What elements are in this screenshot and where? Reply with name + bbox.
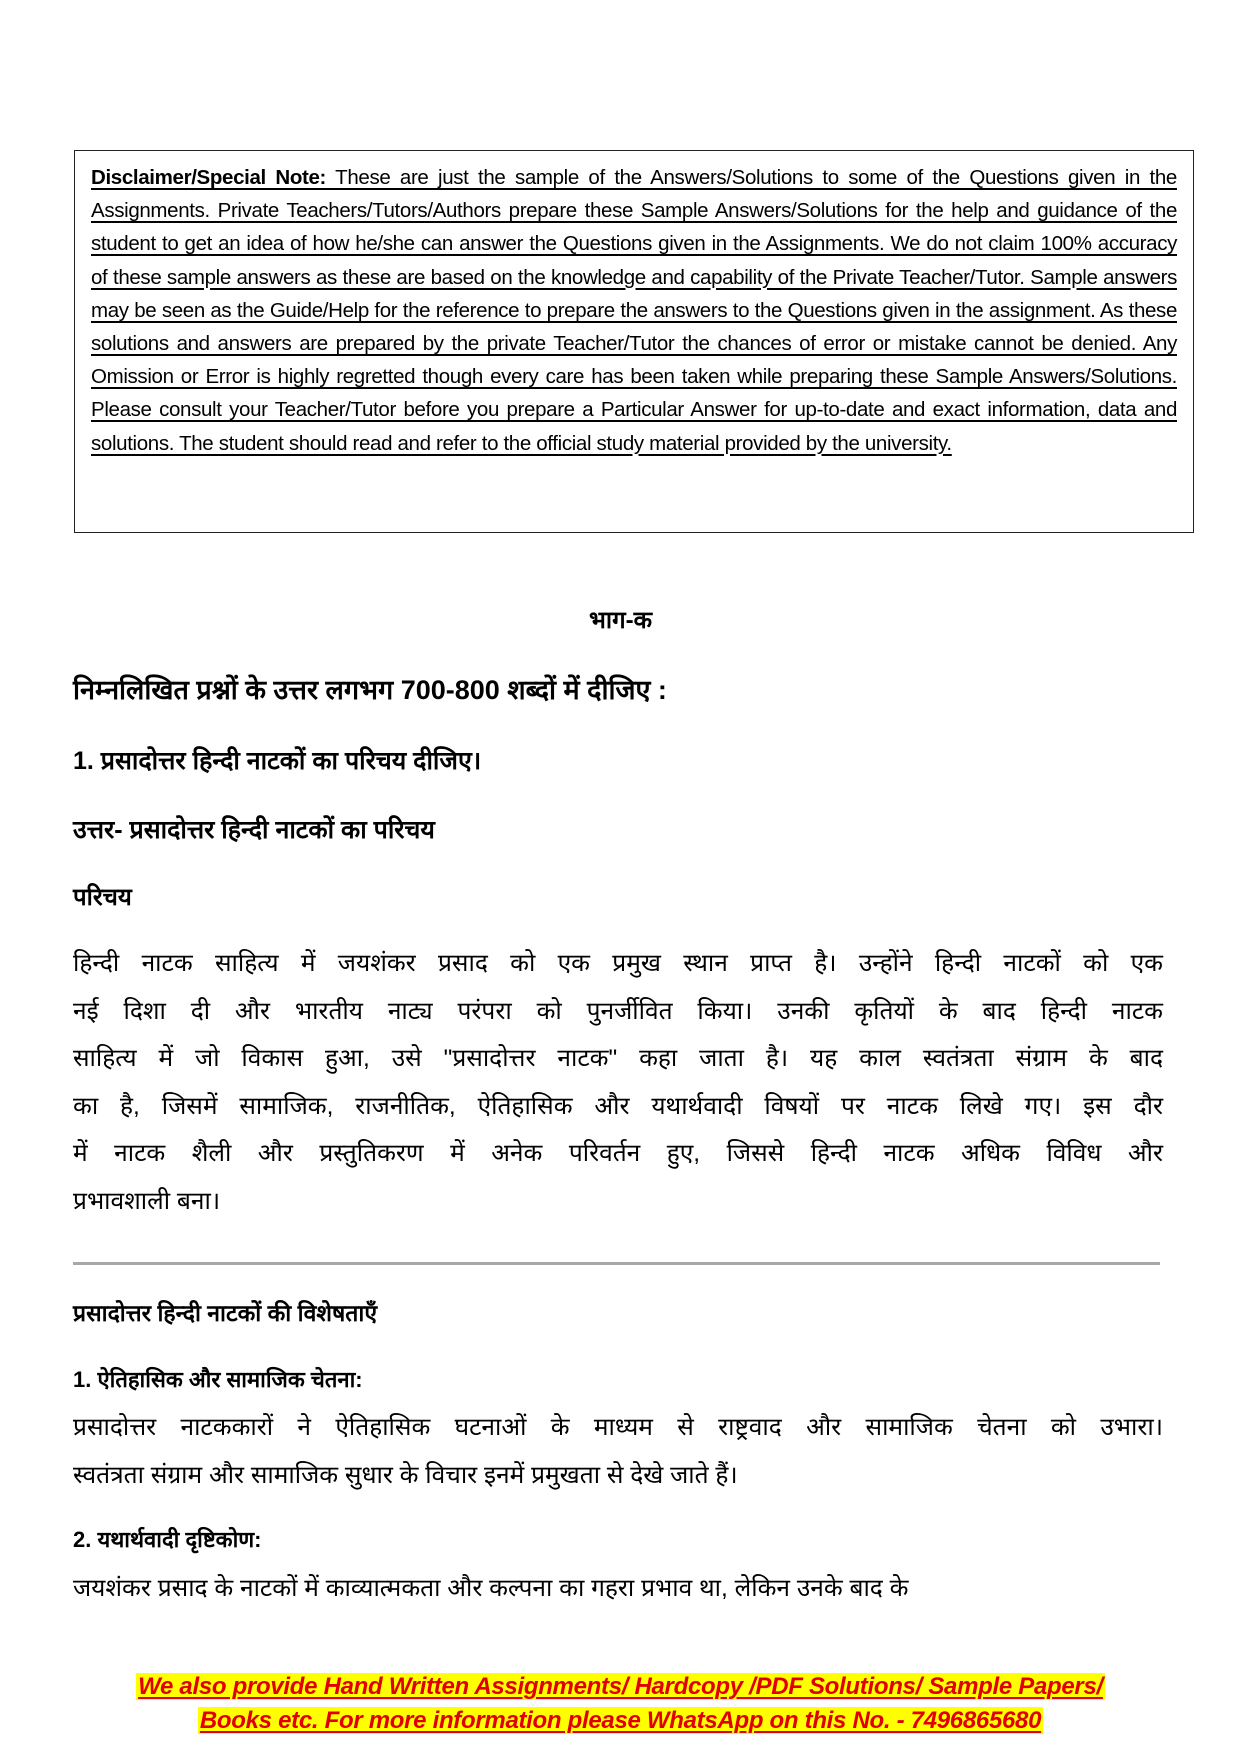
horizontal-divider [73, 1262, 1160, 1265]
answer-heading: उत्तर- प्रसादोत्तर हिन्दी नाटकों का परिचय [73, 816, 435, 844]
instruction-heading: निम्नलिखित प्रश्नों के उत्तर लगभग 700-800 शब्दों में दीजिए : [73, 675, 667, 705]
intro-heading: परिचय [73, 884, 132, 911]
paragraph-line: में नाटक शैली और प्रस्तुतिकरण में अनेक परिवर्तन हुए, जिससे हिन्दी नाटक अधिक विविध और [73, 1140, 1163, 1167]
question-heading: 1. प्रसादोत्तर हिन्दी नाटकों का परिचय दीजिए। [73, 747, 482, 775]
section-title: भाग-क [588, 607, 653, 634]
feature-paragraph [73, 1565, 1163, 1613]
paragraph-line: नई दिशा दी और भारतीय नाट्य परंपरा को पुनर्जीवित किया। उनकी कृतियों के बाद हिन्दी नाटक [73, 997, 1163, 1025]
disclaimer-box [74, 150, 1194, 533]
disclaimer-text [91, 161, 1177, 460]
disclaimer-label: Disclaimer/Special Note: [91, 166, 327, 189]
features-heading: प्रसादोत्तर हिन्दी नाटकों की विशेषताएँ [73, 1300, 378, 1326]
disclaimer-body: These are just the sample of the Answers/Solutions to some of the Questions given in the Assignments. Private Teachers/Tutors/Authors prepare these Sample Answers/Solutions for the help and guidance of the student to get an idea of how he/she can answer the Questions given in the Assignments. We do not claim 100% accuracy of these sample answers as these are based on the knowledge and capability of the Private Teacher/Tutor. Sample answers may be seen as the Guide/Help for the reference to prepare the answers to the Questions given in the assignment. As these solutions and answers are prepared by the private Teacher/Tutor the chances of error or mistake cannot be denied. Any Omission or Error is highly regretted though every care has been taken while preparing these Sample Answers/Solutions. Please consult your Teacher/Tutor before you prepare a Particular Answer for up-to-date and exact information, data and solutions. The student should read and refer to the official study material provided by the university. [91, 166, 1177, 455]
paragraph-line: का है, जिसमें सामाजिक, राजनीतिक, ऐतिहासिक और यथार्थवादी विषयों पर नाटक लिखे गए। इस दौर [73, 1092, 1163, 1120]
paragraph-line: हिन्दी नाटक साहित्य में जयशंकर प्रसाद को एक प्रमुख स्थान प्राप्त है। उन्होंने हिन्दी नाटकों को एक [73, 950, 1163, 977]
intro-paragraph [73, 940, 1163, 1225]
feature-title: 1. ऐतिहासिक और सामाजिक चेतना: [73, 1367, 363, 1392]
feature-paragraph [73, 1404, 1163, 1499]
feature-title: 2. यथार्थवादी दृष्टिकोण: [73, 1527, 262, 1552]
paragraph-line: स्वतंत्रता संग्राम और सामाजिक सुधार के विचार इनमें प्रमुखता से देखे जाते हैं। [73, 1461, 738, 1489]
paragraph-line: प्रसादोत्तर नाटककारों ने ऐतिहासिक घटनाओं के माध्यम से राष्ट्रवाद और सामाजिक चेतना को उभारा। [73, 1414, 1163, 1441]
promo-line-1: We also provide Hand Written Assignments/ Hardcopy /PDF Solutions/ Sample Papers/ [138, 1673, 1103, 1700]
promo-banner [0, 1670, 1241, 1738]
paragraph-line: जयशंकर प्रसाद के नाटकों में काव्यात्मकता और कल्पना का गहरा प्रभाव था, लेकिन उनके बाद के [73, 1575, 909, 1602]
paragraph-line: प्रभावशाली बना। [73, 1187, 221, 1215]
paragraph-line: साहित्य में जो विकास हुआ, उसे "प्रसादोत्तर नाटक" कहा जाता है। यह काल स्वतंत्रता संग्राम के बाद [73, 1045, 1163, 1072]
promo-line-2: Books etc. For more information please WhatsApp on this No. - 7496865680 [199, 1707, 1042, 1734]
